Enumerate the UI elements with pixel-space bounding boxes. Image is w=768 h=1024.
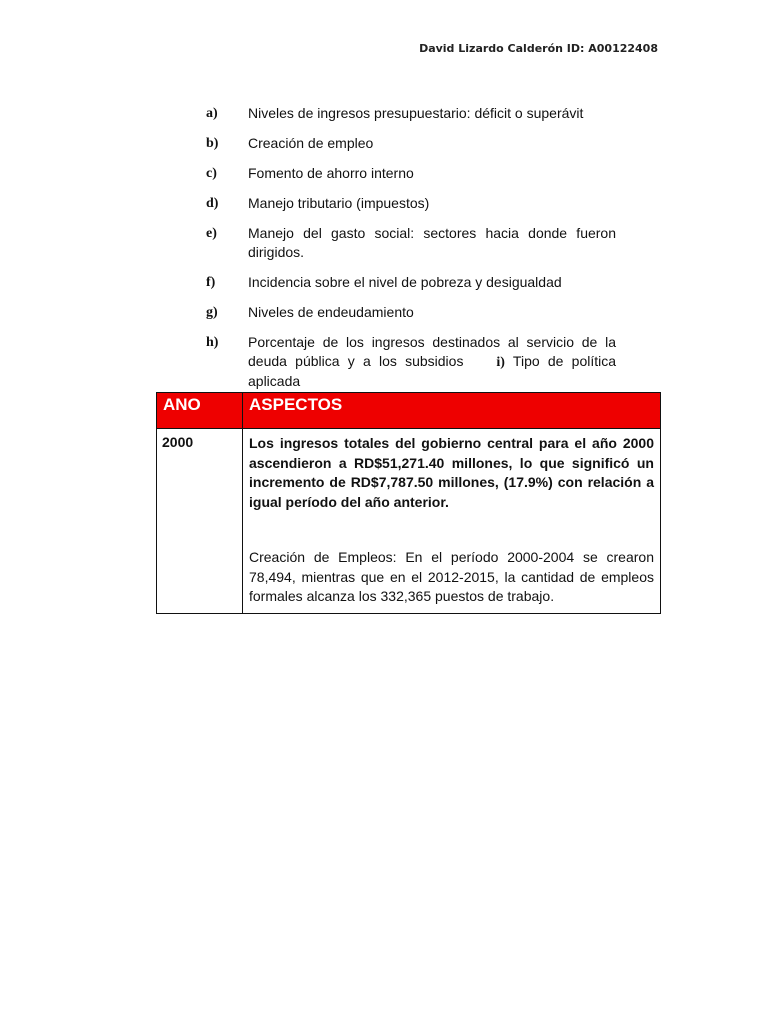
list-letter: b) [206,136,219,151]
header-year: ANO [157,393,243,429]
table-header-row [157,393,661,429]
aspect-paragraph-employment: Creación de Empleos: En el período 2000-2004 se crearon 78,494, mientras que en el 2012-2015, la cantidad de empleos formales alcanza los 332,365 puestos de trabajo. [249,549,654,604]
list-text: Manejo tributario (impuestos) [248,195,430,211]
list-text-inline: Tipo de política aplicada [248,353,617,389]
author-header: David Lizardo Calderón ID: A00122408 [419,42,658,55]
list-item [206,224,616,262]
list-text: Creación de empleo [248,135,374,151]
list-letter: c) [206,166,217,181]
list-text: Fomento de ahorro interno [248,165,414,181]
list-letter: g) [206,305,218,320]
aspect-paragraph-income: Los ingresos totales del gobierno central para el año 2000 ascendieron a RD$51,271.40 millones, lo que significó un incremento de RD$7,787.50 millones, (17.9%) con relación a igual período del año anterior. [249,435,654,510]
list-item [206,104,616,123]
list-text: Niveles de endeudamiento [248,304,414,320]
topic-list [206,104,616,391]
list-letter: a) [206,106,218,121]
list-letter: e) [206,226,217,241]
cell-aspects [243,429,661,614]
list-letter: d) [206,196,219,211]
header-aspects: ASPECTOS [243,393,661,429]
list-text-main: Porcentaje de los ingresos destinados al servicio de la deuda pública y a los subsidios [248,334,616,369]
list-item [206,273,616,292]
list-text: Niveles de ingresos presupuestario: déficit o superávit [248,105,584,121]
list-letter: f) [206,275,216,290]
list-text: Incidencia sobre el nivel de pobreza y desigualdad [248,274,562,290]
list-item [206,333,616,391]
table-row [157,429,661,614]
aspects-table [156,392,661,614]
cell-year: 2000 [157,429,243,614]
list-text: Manejo del gasto social: sectores hacia donde fueron dirigidos. [248,225,616,260]
list-item [206,303,616,322]
list-letter: h) [206,335,219,350]
list-item [206,194,616,213]
list-text [248,333,616,391]
list-item [206,134,616,153]
list-letter-inline: i) [496,355,505,370]
list-item [206,164,616,183]
